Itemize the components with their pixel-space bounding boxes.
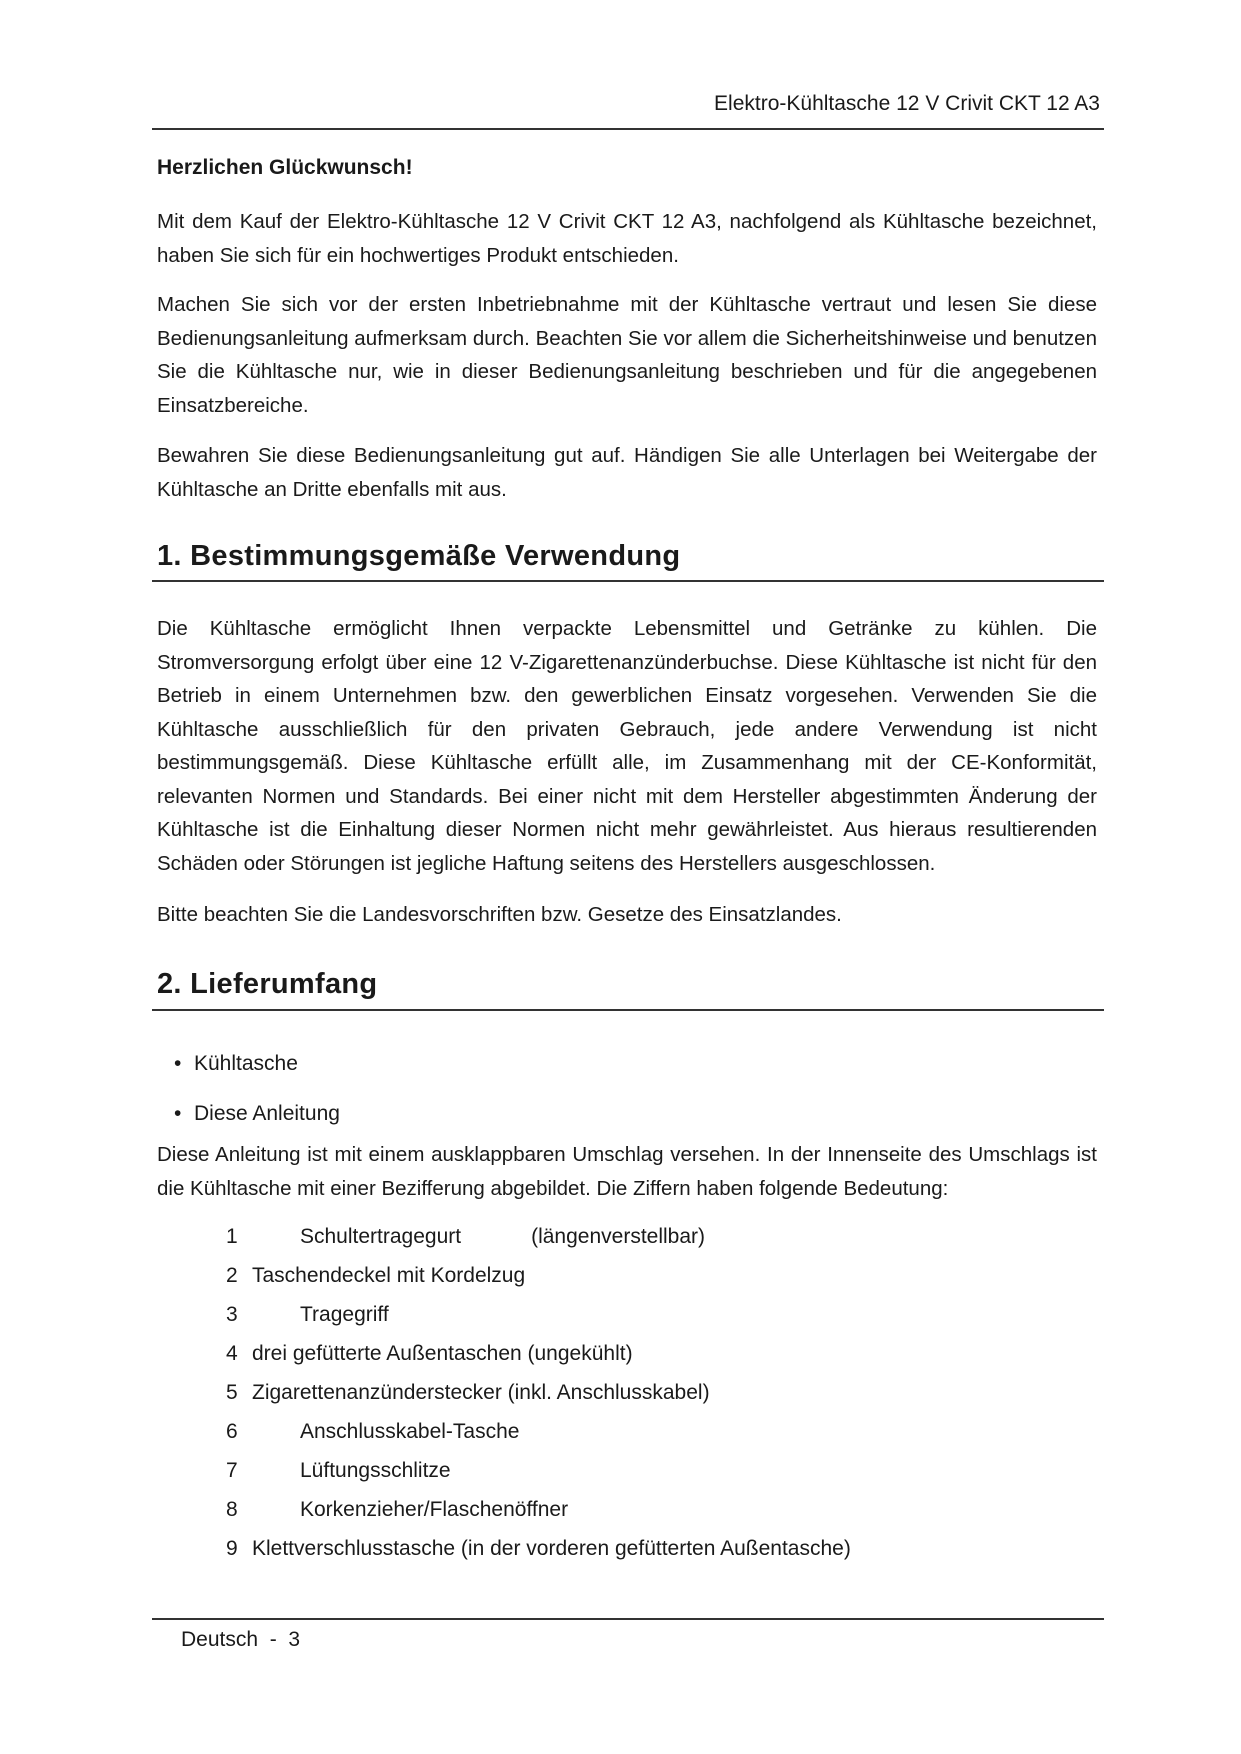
bullet-icon: • <box>174 1102 182 1125</box>
list-item: • Kühltasche <box>174 1052 298 1075</box>
intro-heading: Herzlichen Glückwunsch! <box>157 156 413 179</box>
section-1-title: 1. Bestimmungsgemäße Verwendung <box>157 540 681 572</box>
bullet-icon: • <box>174 1052 182 1075</box>
parts-list-item: 3 Tragegriff <box>226 1303 389 1326</box>
parts-list-item: 5 Zigarettenanzünderstecker (inkl. Anschlusskabel) <box>226 1381 710 1404</box>
intro-paragraph-3: Bewahren Sie diese Bedienungsanleitung gut auf. Händigen Sie alle Unterlagen bei Weitergabe der Kühltasche an Dritte ebenfalls mit aus. <box>157 444 1097 501</box>
header-rule <box>152 128 1104 130</box>
list-item: • Diese Anleitung <box>174 1102 340 1125</box>
section-2-rule <box>152 1009 1104 1011</box>
parts-list-item: 9 Klettverschlusstasche (in der vorderen gefütterten Außentasche) <box>226 1537 851 1560</box>
footer-rule <box>152 1618 1104 1620</box>
section-2-paragraph-1: Diese Anleitung ist mit einem ausklappbaren Umschlag versehen. In der Innenseite des Umschlags ist die Kühltasche mit einer Bezifferung abgebildet. Die Ziffern haben folgende Bedeutung: <box>157 1143 1097 1200</box>
section-1-paragraph-2: Bitte beachten Sie die Landesvorschriften bzw. Gesetze des Einsatzlandes. <box>157 903 842 926</box>
parts-list-item: 8 Korkenzieher/Flaschenöffner <box>226 1498 569 1521</box>
section-2-title: 2. Lieferumfang <box>157 968 378 1000</box>
section-1-paragraph-1: Die Kühltasche ermöglicht Ihnen verpackte Lebensmittel und Getränke zu kühlen. Die Stromversorgung erfolgt über eine 12 V-Zigarettenanzünderbuchse. Diese Kühltasche ist nicht für den Betrieb in einem Unternehmen bzw. den gewerblichen Einsatz vorgesehen. Verwenden Sie die Kühltasche ausschließlich für den privaten Gebrauch, jede andere Verwendung ist nicht bestimmungsgemäß. Diese Kühltasche erfüllt alle, im Zusammenhang mit der CE-Konformität, relevanten Normen und Standards. Bei einer nicht mit dem Hersteller abgestimmten Änderung der Kühltasche ist die Einhaltung dieser Normen nicht mehr gewährleistet. Aus hieraus resultierenden Schäden oder Störungen ist jegliche Haftung seitens des Herstellers ausgeschlossen. <box>157 617 1097 875</box>
parts-list-item: 6 Anschlusskabel-Tasche <box>226 1420 520 1443</box>
parts-list-item: 4 drei gefütterte Außentaschen (ungekühlt) <box>226 1342 633 1365</box>
intro-paragraph-2: Machen Sie sich vor der ersten Inbetriebnahme mit der Kühltasche vertraut und lesen Sie diese Bedienungsanleitung aufmerksam durch. Beachten Sie vor allem die Sicherheitshinweise und benutzen Sie die Kühltasche nur, wie in dieser Bedienungsanleitung beschrieben und für die angegebenen Einsatzbereiche. <box>157 293 1097 417</box>
page-number: Deutsch - 3 <box>181 1628 301 1651</box>
parts-list-item: 1 Schultertragegurt (längenverstellbar) <box>226 1225 706 1248</box>
parts-list-item: 7 Lüftungsschlitze <box>226 1459 451 1482</box>
running-header: Elektro-Kühltasche 12 V Crivit CKT 12 A3 <box>714 92 1100 115</box>
intro-paragraph-1: Mit dem Kauf der Elektro-Kühltasche 12 V Crivit CKT 12 A3, nachfolgend als Kühltasche bezeichnet, haben Sie sich für ein hochwertiges Produkt entschieden. <box>157 210 1097 267</box>
parts-list-item: 2 Taschendeckel mit Kordelzug <box>226 1264 526 1287</box>
section-1-rule <box>152 580 1104 582</box>
